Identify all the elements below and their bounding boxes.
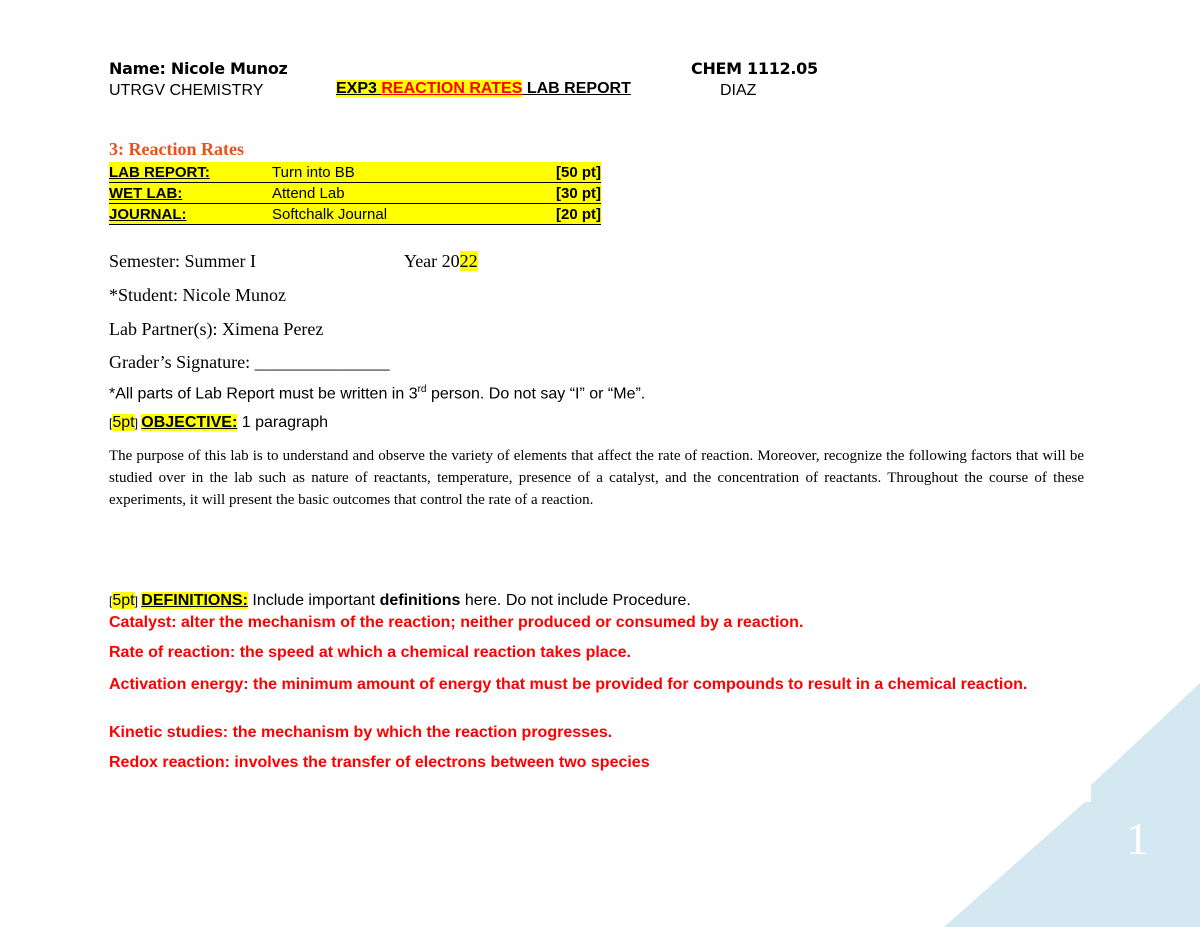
objective-hint: 1 paragraph	[237, 414, 329, 431]
bracket-open: [	[109, 594, 113, 608]
section-heading: 3: Reaction Rates	[109, 139, 244, 159]
grading-item: JOURNAL:	[109, 204, 272, 225]
grader-signature-line: Grader’s Signature: _______________	[109, 352, 390, 372]
definitions-label: DEFINITIONS:	[141, 592, 248, 609]
definition-activation-energy: Activation energy: the minimum amount of energy that must be provided for compounds to result in a chemical reaction.	[109, 676, 1028, 693]
definitions-heading	[109, 592, 691, 610]
definitions-hint-end: here. Do not include Procedure.	[460, 592, 691, 609]
report-title	[336, 80, 631, 98]
year-label: Year 20	[404, 251, 460, 271]
grading-task: Softchalk Journal	[272, 204, 512, 225]
definition-rate-of-reaction: Rate of reaction: the speed at which a chemical reaction takes place.	[109, 644, 631, 661]
bracket-open: [	[109, 416, 113, 430]
report-title-exp: EXP3	[336, 80, 382, 97]
bracket-close: ]	[134, 416, 142, 430]
year-line	[404, 251, 478, 272]
third-person-note	[109, 384, 645, 403]
note-superscript: rd	[417, 384, 427, 395]
objective-label: OBJECTIVE:	[141, 414, 238, 431]
report-title-suffix: LAB REPORT	[522, 80, 631, 97]
grading-points: [50 pt]	[512, 162, 601, 183]
note-text-end: person. Do not say “I” or “Me”.	[426, 385, 646, 403]
lab-partners-line: Lab Partner(s): Ximena Perez	[109, 319, 324, 339]
report-title-topic: REACTION RATES	[381, 80, 523, 97]
grading-points: [30 pt]	[512, 183, 601, 204]
year-suffix: 22	[459, 251, 478, 271]
grading-item: LAB REPORT:	[109, 162, 272, 183]
page-number: 1	[1126, 813, 1149, 864]
grading-row	[109, 162, 601, 183]
objective-points: 5pt	[112, 414, 135, 431]
definitions-points: 5pt	[112, 592, 135, 609]
instructor-name: DIAZ	[720, 82, 757, 99]
bracket-close: ]	[134, 594, 142, 608]
objective-paragraph: The purpose of this lab is to understand and observe the variety of elements that affect the rate of reaction. Moreover, recognize the following factors that will be studied over in the lab such as nature of reactants, temperature, presence of a catalyst, and the concentration of reactants. Throughout the course of these experiments, it will present the basic outcomes that control the rate of a reaction.	[109, 448, 1084, 508]
definition-redox-reaction: Redox reaction: involves the transfer of electrons between two species	[109, 754, 650, 771]
definition-catalyst: Catalyst: alter the mechanism of the reaction; neither produced or consumed by a reaction.	[109, 614, 804, 631]
semester-line: Semester: Summer I	[109, 251, 256, 271]
grading-row	[109, 183, 601, 204]
definition-kinetic-studies: Kinetic studies: the mechanism by which the reaction progresses.	[109, 724, 613, 741]
definitions-hint-bold: definitions	[379, 592, 461, 609]
student-line: *Student: Nicole Munoz	[109, 285, 286, 305]
student-name-header: Name: Nicole Munoz	[109, 59, 288, 78]
grading-item: WET LAB:	[109, 183, 272, 204]
course-code: CHEM 1112.05	[691, 59, 818, 78]
objective-heading	[109, 414, 328, 432]
grading-table	[109, 162, 601, 225]
grading-task: Attend Lab	[272, 183, 512, 204]
note-text: *All parts of Lab Report must be written in 3	[109, 385, 418, 403]
grading-points: [20 pt]	[512, 204, 601, 225]
grading-row	[109, 204, 601, 225]
school-name: UTRGV CHEMISTRY	[109, 82, 264, 99]
grading-task: Turn into BB	[272, 162, 512, 183]
definitions-hint: Include important	[247, 592, 380, 609]
